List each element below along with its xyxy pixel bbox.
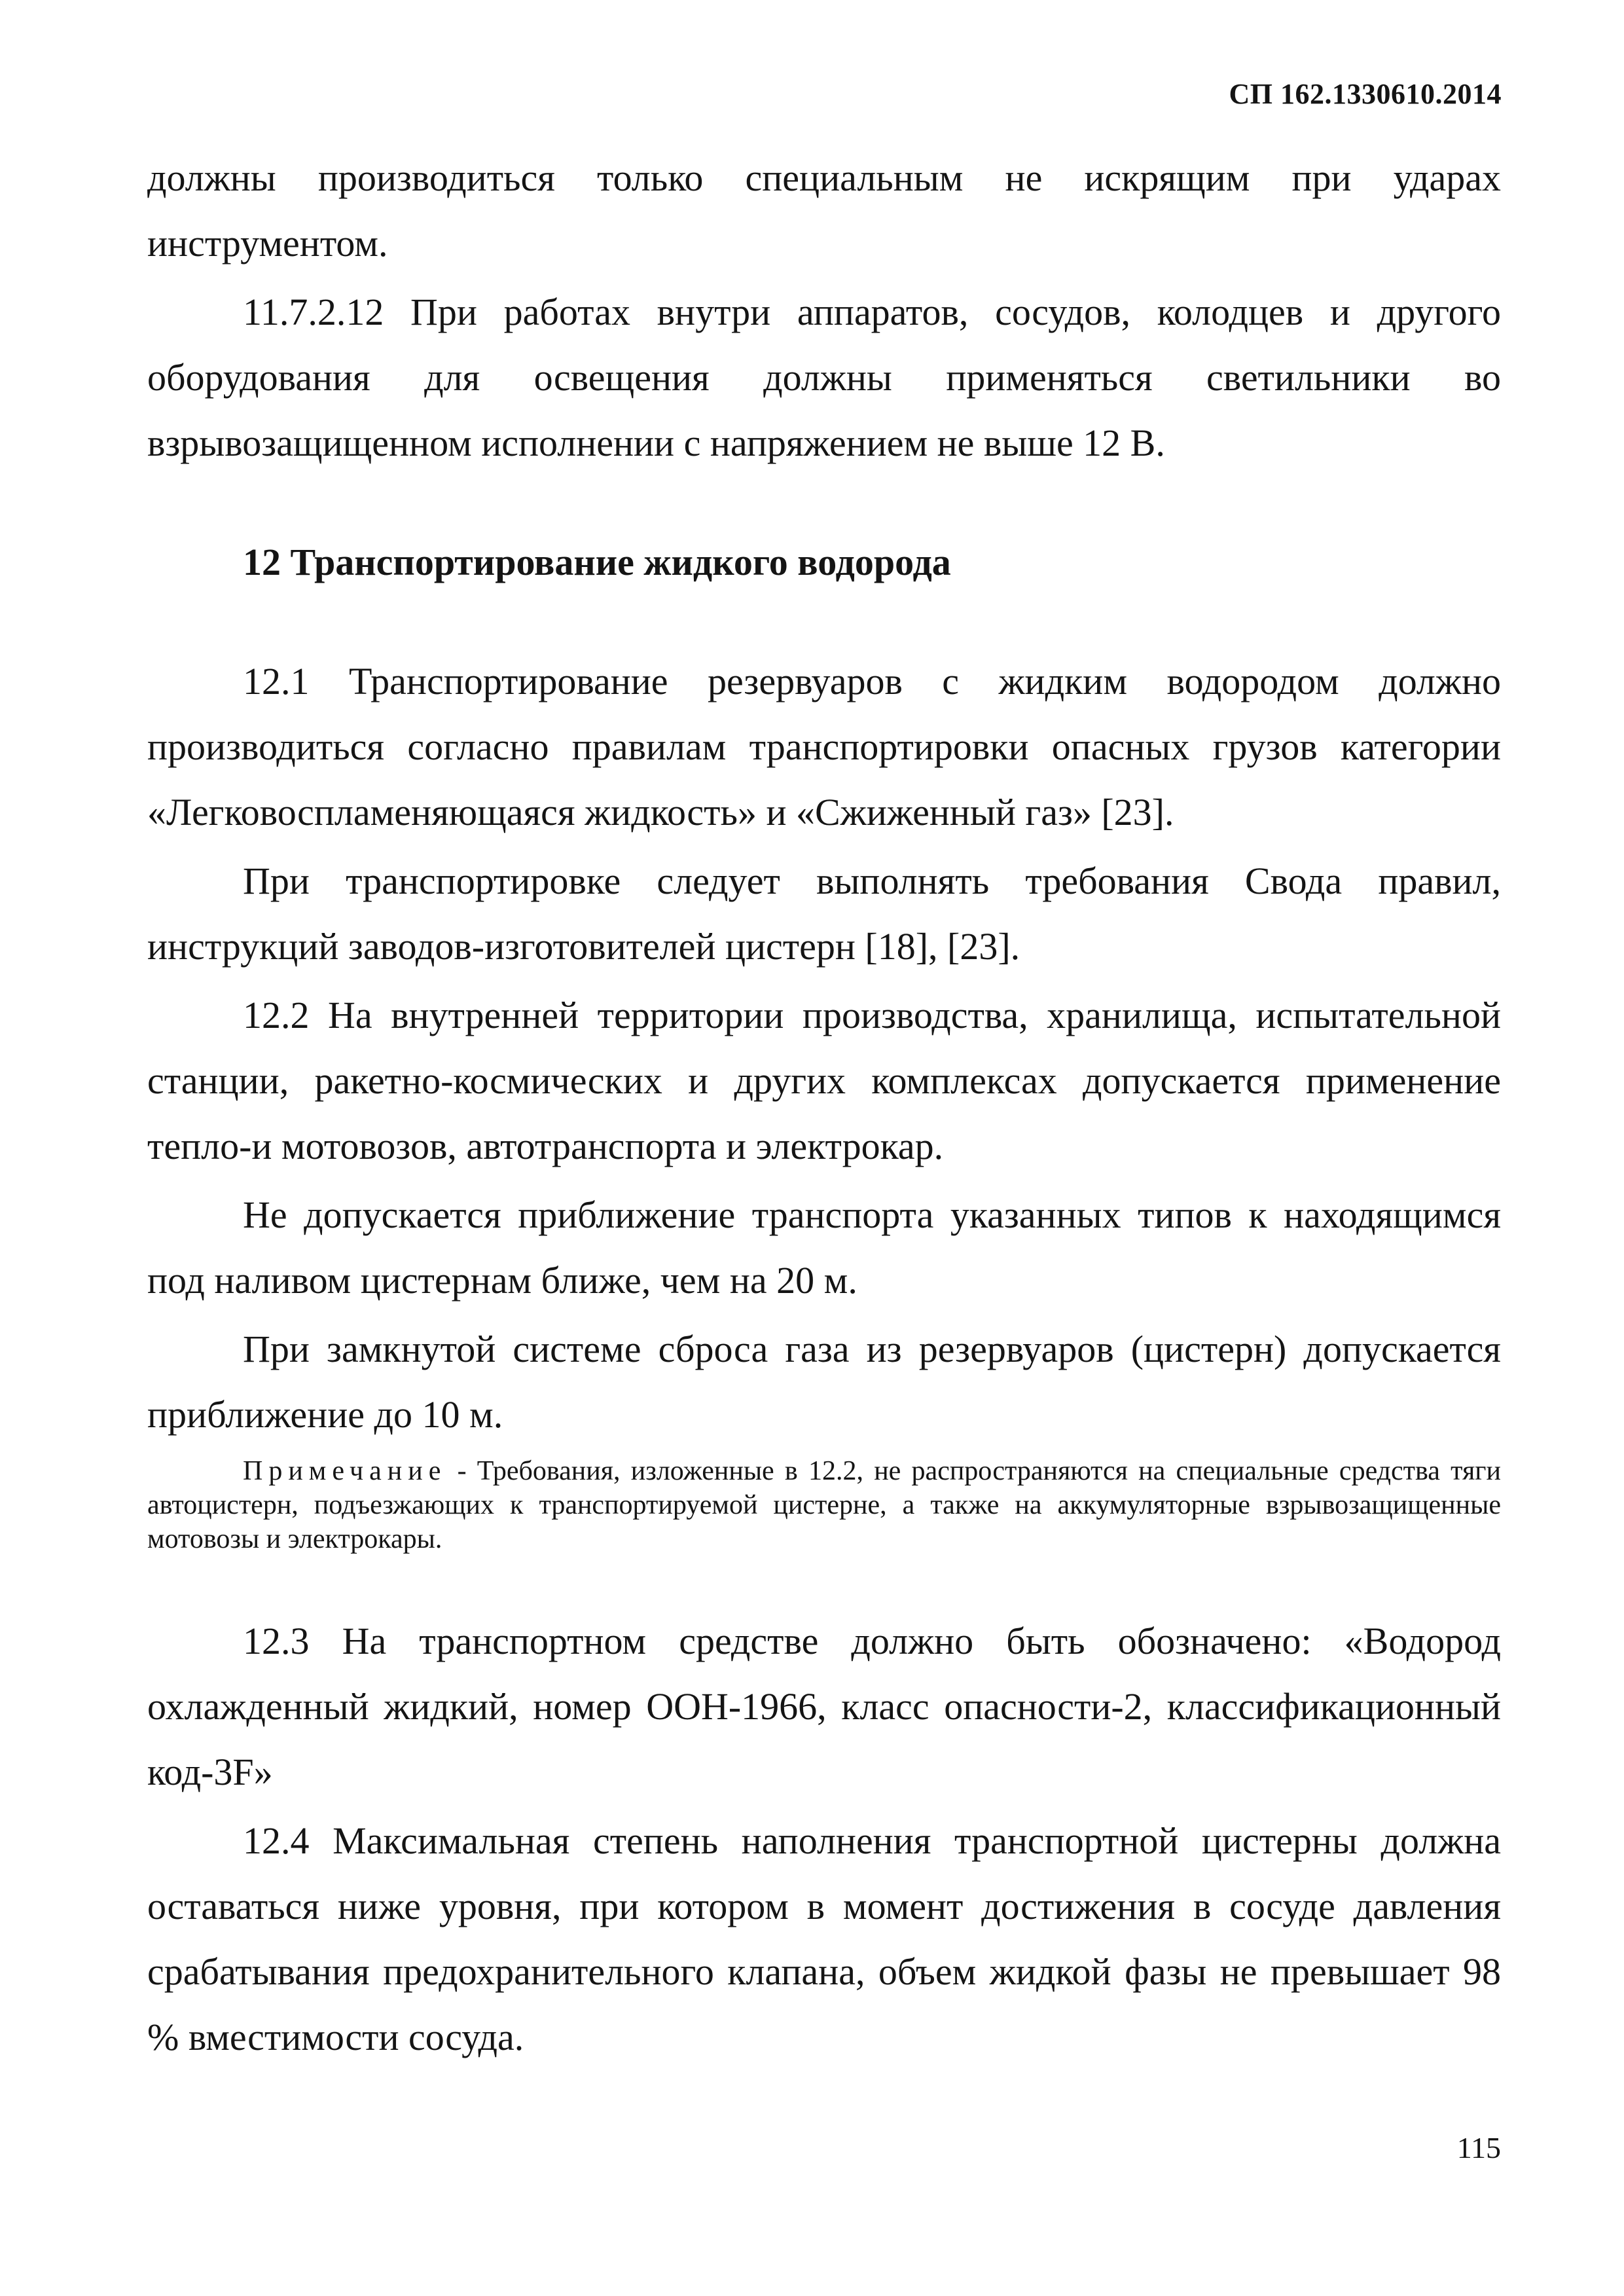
paragraph-11-7-2-12: 11.7.2.12 При работах внутри аппаратов, сосудов, колодцев и другого оборудования для освещения должны применяться светильники во взрывозащищенном исполнении с напряжением не выше 12 В. — [147, 291, 1501, 464]
paragraph-continuation: должны производиться только специальным не искрящим при ударах инструментом. — [147, 156, 1501, 264]
paragraph-12-3: 12.3 На транспортном средстве должно быть обозначено: «Водород охлажденный жидкий, номер ООН-1966, класс опасности-2, классификационный код-3F» — [147, 1620, 1501, 1793]
paragraph-12-1: 12.1 Транспортирование резервуаров с жидким водородом должно производиться согласно правилам транспортировки опасных грузов категории «Легковоспламеняющаяся жидкость» и «Сжиженный газ» [23]. — [147, 660, 1501, 833]
page-number: 115 — [1456, 2131, 1501, 2164]
section-title-12: 12 Транспортирование жидкого водорода — [243, 541, 951, 583]
paragraph-12-2-c: При замкнутой системе сброса газа из резервуаров (цистерн) допускается приближение до 10 м. — [147, 1328, 1501, 1436]
document-code: СП 162.1330610.2014 — [1229, 78, 1502, 110]
page-content — [147, 145, 1501, 2070]
paragraph-12-2-b: Не допускается приближение транспорта указанных типов к находящимся под наливом цистернам ближе, чем на 20 м. — [147, 1194, 1501, 1302]
note-label: Примечание — [243, 1456, 447, 1486]
paragraph-12-4: 12.4 Максимальная степень наполнения транспортной цистерны должна оставаться ниже уровня, при котором в момент достижения в сосуде давления срабатывания предохранительного клапана, объем жидкой фазы не превышает 98 % вместимости сосуда. — [147, 1819, 1501, 2058]
note — [147, 1454, 1501, 1556]
paragraph-12-2: 12.2 На внутренней территории производства, хранилища, испытательной станции, ракетно-космических и других комплексах допускается применение тепло-и мотовозов, автотранспорта и электрокар. — [147, 994, 1501, 1167]
note-text: - Требования, изложенные в 12.2, не распространяются на специальные средства тяги автоцистерн, подъезжающих к транспортируемой цистерне, а также на аккумуляторные взрывозащищенные мотовозы и электрокары. — [147, 1456, 1501, 1554]
paragraph-12-1-b: При транспортировке следует выполнять требования Свода правил, инструкций заводов-изготовителей цистерн [18], [23]. — [147, 860, 1501, 968]
